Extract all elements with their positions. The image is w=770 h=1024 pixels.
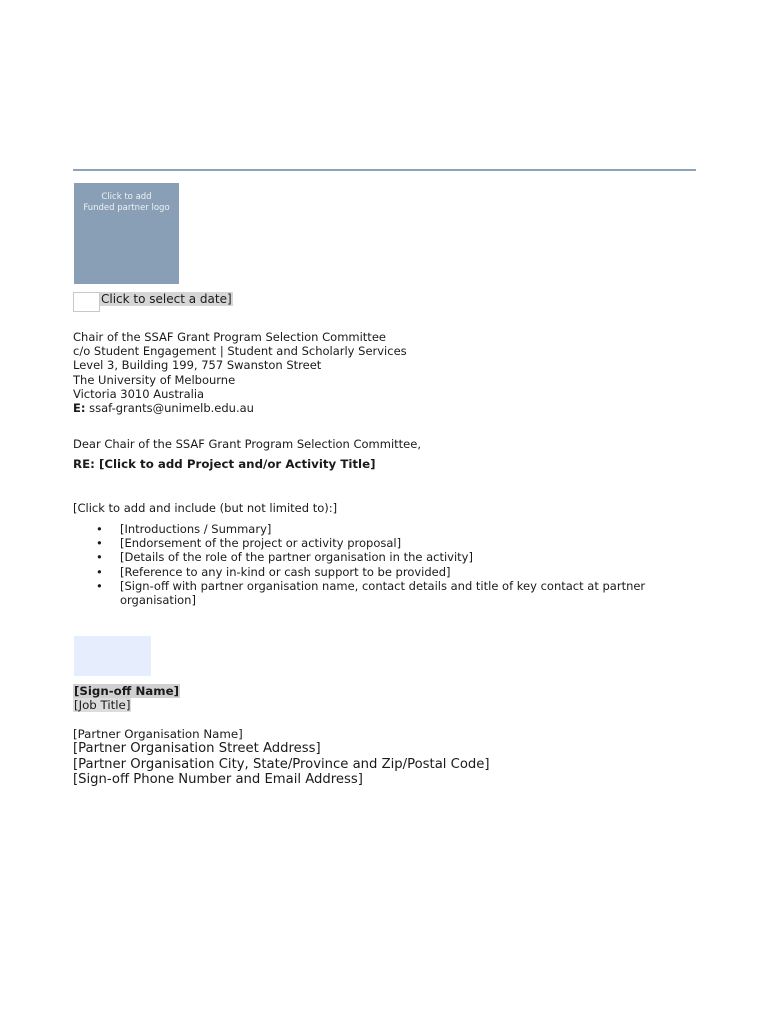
subject-line[interactable]: RE: [Click to add Project and/or Activity Title] — [73, 457, 376, 471]
partner-org-details — [73, 741, 490, 788]
recipient-address — [73, 330, 407, 415]
partner-street-address: [Partner Organisation Street Address] — [73, 741, 321, 756]
address-email-line — [73, 401, 407, 415]
body-intro[interactable]: [Click to add and include (but not limited to):] — [73, 501, 338, 515]
header-rule — [73, 169, 696, 171]
body-bullet-list — [73, 522, 693, 607]
list-item: • [Sign-off with partner organisation name, contact details and title of key contact at partner organisation] — [73, 579, 693, 607]
partner-city-state-zip: [Partner Organisation City, State/Province and Zip/Postal Code] — [73, 756, 490, 772]
email-address: ssaf-grants@unimelb.edu.au — [89, 401, 254, 416]
signature-placeholder[interactable] — [74, 636, 151, 676]
address-line-5: Victoria 3010 Australia — [73, 386, 205, 401]
address-line-4: The University of Melbourne — [73, 372, 236, 387]
date-field-box[interactable] — [73, 292, 100, 312]
signoff-contact-details: [Sign-off Phone Number and Email Address] — [73, 772, 363, 787]
address-line-1: Chair of the SSAF Grant Program Selection Committee — [73, 330, 386, 344]
list-item: • [Endorsement of the project or activity proposal] — [73, 536, 693, 550]
list-item: • [Reference to any in-kind or cash support to be provided] — [73, 565, 693, 579]
salutation: Dear Chair of the SSAF Grant Program Selection Committee, — [73, 437, 421, 451]
list-item: • [Introductions / Summary] — [73, 522, 693, 536]
signoff-job-title[interactable]: [Job Title] — [74, 698, 131, 712]
list-item: • [Details of the role of the partner organisation in the activity] — [73, 550, 693, 564]
address-line-3: Level 3, Building 199, 757 Swanston Street — [73, 358, 322, 373]
logo-placeholder-line2: Funded partner logo — [83, 203, 170, 213]
partner-logo-placeholder[interactable] — [74, 183, 179, 284]
email-label: E: — [73, 401, 86, 416]
signoff-name[interactable]: [Sign-off Name] — [74, 684, 179, 698]
partner-org-name: [Partner Organisation Name] — [73, 727, 243, 741]
date-placeholder[interactable]: Click to select a date] — [101, 292, 232, 306]
address-line-2: c/o Student Engagement | Student and Scholarly Services — [73, 344, 407, 359]
logo-placeholder-line1: Click to add — [101, 192, 152, 202]
